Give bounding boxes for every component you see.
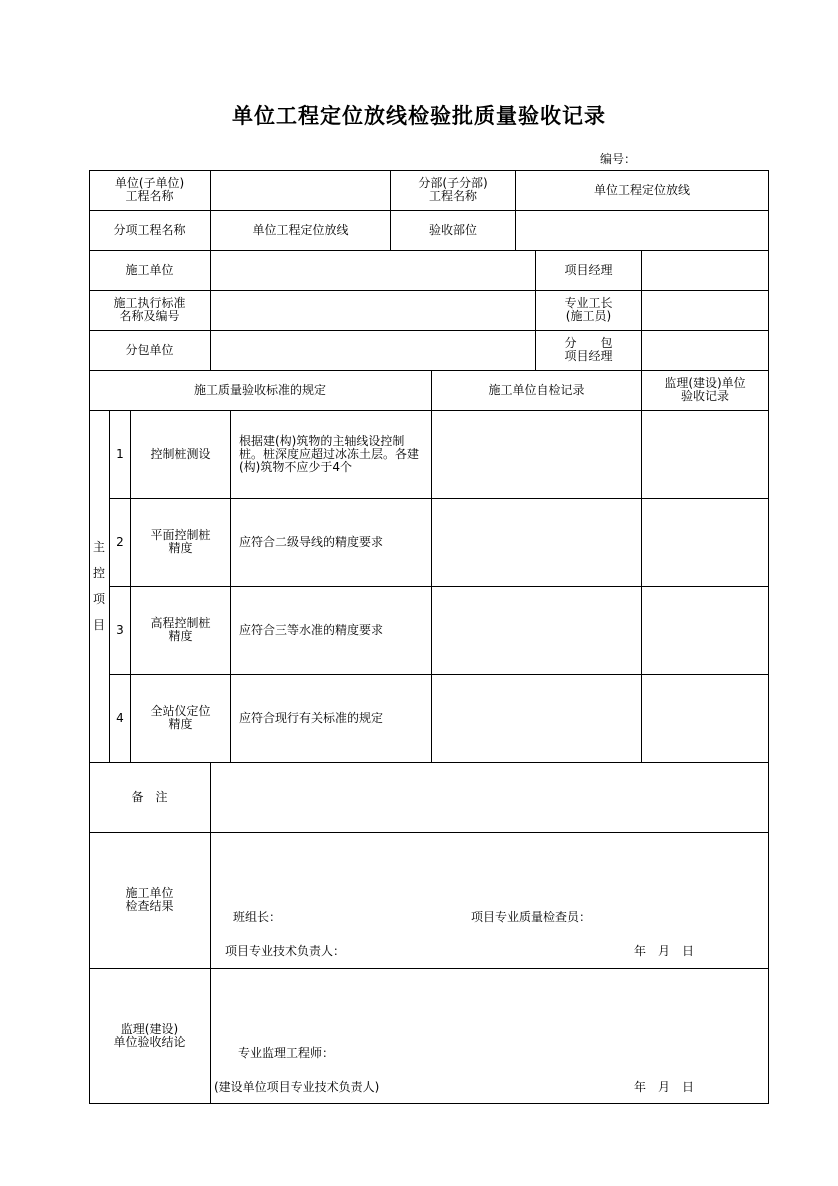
acceptance-part-value[interactable]: [516, 210, 768, 250]
construction-unit-value[interactable]: [211, 250, 535, 290]
main-control-label: 主 控 项 目: [93, 539, 106, 632]
subdivision-value[interactable]: 单位工程定位放线: [593, 182, 690, 197]
supervision-date[interactable]: 年 月 日: [634, 1080, 695, 1094]
foreman-value[interactable]: [642, 290, 768, 330]
sub-manager-label: 分 包 项目经理: [564, 336, 613, 363]
item-requirement: 应符合现行有关标准的规定: [239, 710, 384, 725]
item-self-check[interactable]: [432, 586, 641, 674]
project-manager-value[interactable]: [642, 250, 768, 290]
tech-lead-signature[interactable]: 项目专业技术负责人：: [225, 944, 346, 958]
item-name: 高程控制桩 精度: [150, 616, 211, 643]
item-supervision[interactable]: [642, 410, 768, 498]
quality-inspector-signature[interactable]: 项目专业质量检查员：: [471, 910, 592, 924]
standard-label: 施工执行标准 名称及编号: [113, 296, 186, 323]
item-supervision[interactable]: [642, 586, 768, 674]
subdivision-label: 分部(子分部) 工程名称: [418, 176, 488, 203]
remarks-value[interactable]: [211, 762, 768, 832]
item-requirement: 应符合三等水准的精度要求: [239, 622, 384, 637]
acceptance-part-label: 验收部位: [428, 222, 477, 237]
supervision-conclusion-label: 监理(建设) 单位验收结论: [113, 1021, 186, 1049]
page-title: 单位工程定位放线检验批质量验收记录: [232, 104, 606, 128]
construction-unit-label: 施工单位: [125, 262, 174, 277]
subcontractor-label: 分包单位: [125, 342, 174, 357]
border-right: [768, 170, 769, 1104]
standard-value[interactable]: [211, 290, 535, 330]
item-name: 全站仪定位 精度: [150, 704, 211, 731]
team-leader-signature[interactable]: 班组长：: [233, 910, 282, 924]
supervision-column-header: 监理(建设)单位 验收记录: [664, 376, 746, 403]
border-bottom: [89, 1103, 769, 1104]
unit-project-label: 单位(子单位) 工程名称: [114, 176, 185, 203]
item-self-check[interactable]: [432, 410, 641, 498]
supervision-engineer-signature[interactable]: 专业监理工程师：: [238, 1046, 335, 1060]
foreman-label: 专业工长 (施工员): [564, 296, 613, 323]
sub-manager-value[interactable]: [642, 330, 768, 370]
remarks-label: 备 注: [131, 789, 168, 804]
subitem-value[interactable]: 单位工程定位放线: [252, 222, 349, 237]
item-self-check[interactable]: [432, 674, 641, 762]
project-manager-label: 项目经理: [564, 262, 613, 277]
item-number: 1: [116, 446, 124, 461]
self-check-column-header: 施工单位自检记录: [488, 382, 585, 397]
subitem-label: 分项工程名称: [113, 222, 186, 237]
item-number: 2: [116, 534, 124, 549]
item-number: 4: [116, 710, 124, 725]
item-self-check[interactable]: [432, 498, 641, 586]
client-tech-lead-signature[interactable]: (建设单位项目专业技术负责人): [214, 1080, 380, 1094]
standard-column-header: 施工质量验收标准的规定: [193, 382, 326, 397]
item-name: 控制桩测设: [150, 446, 211, 461]
item-supervision[interactable]: [642, 498, 768, 586]
item-supervision[interactable]: [642, 674, 768, 762]
subcontractor-value[interactable]: [211, 330, 535, 370]
inspection-record-table: [89, 170, 769, 1104]
doc-number-label: 编号：: [600, 152, 637, 166]
item-requirement: 应符合二级导线的精度要求: [239, 534, 384, 549]
construction-check-label: 施工单位 检查结果: [125, 886, 174, 913]
item-number: 3: [116, 622, 124, 637]
construction-date[interactable]: 年 月 日: [634, 944, 695, 958]
item-name: 平面控制桩 精度: [150, 528, 211, 555]
item-requirement: 根据建(构)筑物的主轴线设控制桩。桩深度应超过冰冻土层。各建(构)筑物不应少于4个: [239, 433, 420, 474]
unit-project-value[interactable]: [211, 170, 390, 210]
